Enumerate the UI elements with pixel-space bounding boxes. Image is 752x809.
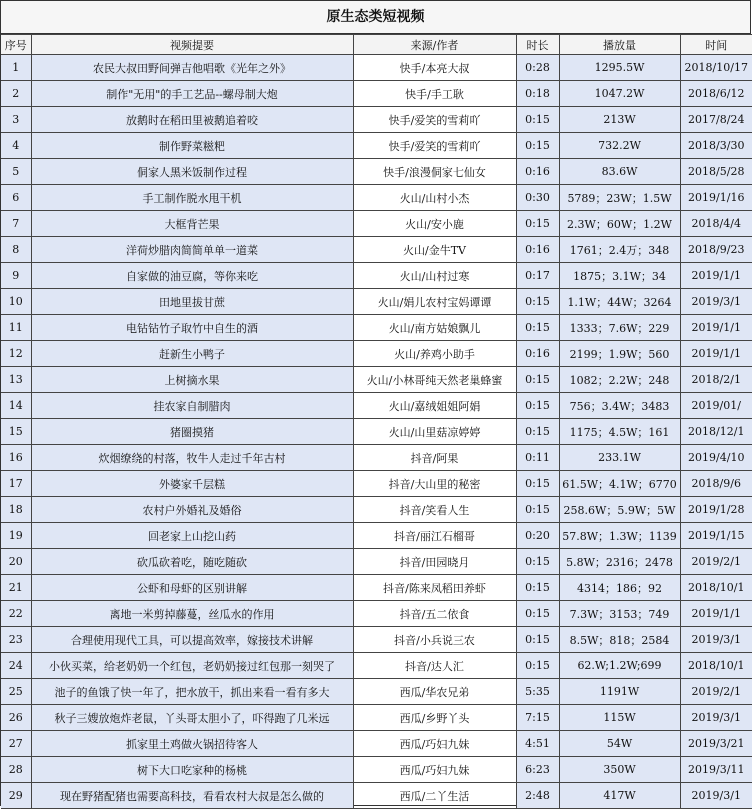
cell-duration: 0:15 bbox=[516, 211, 559, 237]
cell-plays: 1295.5W bbox=[559, 55, 680, 81]
table-row bbox=[1, 601, 752, 627]
table-row bbox=[1, 211, 752, 237]
cell-index: 10 bbox=[1, 289, 31, 315]
cell-summary: 抓家里土鸡做火锅招待客人 bbox=[31, 731, 353, 757]
table-row bbox=[1, 185, 752, 211]
table-row bbox=[1, 341, 752, 367]
video-table bbox=[1, 34, 752, 809]
header-plays: 播放量 bbox=[559, 35, 680, 55]
cell-plays: 1333；7.6W；229 bbox=[559, 315, 680, 341]
cell-plays: 62.W;1.2W;699 bbox=[559, 653, 680, 679]
cell-index: 2 bbox=[1, 81, 31, 107]
cell-duration: 0:18 bbox=[516, 81, 559, 107]
table-row bbox=[1, 237, 752, 263]
cell-duration: 0:15 bbox=[516, 627, 559, 653]
cell-plays: 5.8W；2316；2478 bbox=[559, 549, 680, 575]
cell-plays: 1.1W；44W；3264 bbox=[559, 289, 680, 315]
cell-duration: 0:16 bbox=[516, 341, 559, 367]
cell-source: 抖音/达人汇 bbox=[353, 653, 516, 679]
cell-index: 20 bbox=[1, 549, 31, 575]
cell-summary: 小伙买菜，给老奶奶一个红包，老奶奶接过红包那一刻哭了 bbox=[31, 653, 353, 679]
cell-index: 14 bbox=[1, 393, 31, 419]
cell-summary: 大框背芒果 bbox=[31, 211, 353, 237]
cell-source: 火山/山村过寒 bbox=[353, 263, 516, 289]
cell-date: 2019/1/15 bbox=[680, 523, 752, 549]
cell-index: 25 bbox=[1, 679, 31, 705]
cell-date: 2019/4/10 bbox=[680, 445, 752, 471]
cell-date: 2018/12/1 bbox=[680, 419, 752, 445]
cell-source: 西瓜/华农兄弟 bbox=[353, 679, 516, 705]
cell-date: 2018/10/17 bbox=[680, 55, 752, 81]
cell-source: 抖音/大山里的秘密 bbox=[353, 471, 516, 497]
cell-plays: 1047.2W bbox=[559, 81, 680, 107]
cell-plays: 1761；2.4万；348 bbox=[559, 237, 680, 263]
cell-plays: 1175；4.5W；161 bbox=[559, 419, 680, 445]
cell-index: 1 bbox=[1, 55, 31, 81]
cell-duration: 0:15 bbox=[516, 471, 559, 497]
cell-plays: 5789；23W；1.5W bbox=[559, 185, 680, 211]
cell-summary: 手工制作脱水甩干机 bbox=[31, 185, 353, 211]
cell-duration: 2:48 bbox=[516, 783, 559, 809]
cell-index: 24 bbox=[1, 653, 31, 679]
cell-index: 3 bbox=[1, 107, 31, 133]
cell-summary: 树下大口吃家种的杨桃 bbox=[31, 757, 353, 783]
cell-source: 西瓜/乡野丫头 bbox=[353, 705, 516, 731]
cell-summary: 外婆家千层糕 bbox=[31, 471, 353, 497]
cell-date: 2019/3/11 bbox=[680, 757, 752, 783]
table-row bbox=[1, 159, 752, 185]
cell-source: 火山/安小鹿 bbox=[353, 211, 516, 237]
cell-source: 抖音/陈来凤稻田养虾 bbox=[353, 575, 516, 601]
table-row bbox=[1, 523, 752, 549]
table-row bbox=[1, 653, 752, 679]
cell-date: 2018/9/23 bbox=[680, 237, 752, 263]
cell-index: 21 bbox=[1, 575, 31, 601]
table-row bbox=[1, 263, 752, 289]
cell-summary: 挂农家自制腊肉 bbox=[31, 393, 353, 419]
table-row bbox=[1, 549, 752, 575]
cell-date: 2019/01/ bbox=[680, 393, 752, 419]
cell-plays: 4314；186；92 bbox=[559, 575, 680, 601]
table-row bbox=[1, 705, 752, 731]
cell-index: 23 bbox=[1, 627, 31, 653]
cell-source: 西瓜/巧妇九妹 bbox=[353, 731, 516, 757]
cell-plays: 732.2W bbox=[559, 133, 680, 159]
cell-index: 12 bbox=[1, 341, 31, 367]
table-row bbox=[1, 445, 752, 471]
cell-date: 2018/2/1 bbox=[680, 367, 752, 393]
cell-source: 抖音/小兵说三农 bbox=[353, 627, 516, 653]
cell-date: 2019/3/1 bbox=[680, 705, 752, 731]
cell-source: 快手/爱笑的雪莉吖 bbox=[353, 107, 516, 133]
cell-date: 2019/1/1 bbox=[680, 263, 752, 289]
cell-summary: 现在野猪配猪也需要高科技，看看农村大叔是怎么做的 bbox=[31, 783, 353, 809]
cell-duration: 4:51 bbox=[516, 731, 559, 757]
cell-duration: 0:15 bbox=[516, 315, 559, 341]
cell-duration: 0:11 bbox=[516, 445, 559, 471]
cell-index: 16 bbox=[1, 445, 31, 471]
cell-date: 2018/9/6 bbox=[680, 471, 752, 497]
cell-summary: 赶新生小鸭子 bbox=[31, 341, 353, 367]
cell-index: 8 bbox=[1, 237, 31, 263]
cell-index: 11 bbox=[1, 315, 31, 341]
cell-date: 2019/3/1 bbox=[680, 783, 752, 809]
cell-plays: 1191W bbox=[559, 679, 680, 705]
cell-summary: 田地里拔甘蔗 bbox=[31, 289, 353, 315]
cell-plays: 61.5W；4.1W；6770 bbox=[559, 471, 680, 497]
cell-date: 2019/1/28 bbox=[680, 497, 752, 523]
cell-summary: 农民大叔田野间弹吉他唱歌《光年之外》 bbox=[31, 55, 353, 81]
cell-source: 西瓜/巧妇九妹 bbox=[353, 757, 516, 783]
cell-source: 抖音/丽江石榴哥 bbox=[353, 523, 516, 549]
cell-plays: 57.8W；1.3W；1139 bbox=[559, 523, 680, 549]
cell-plays: 115W bbox=[559, 705, 680, 731]
cell-index: 19 bbox=[1, 523, 31, 549]
cell-index: 27 bbox=[1, 731, 31, 757]
cell-plays: 258.6W；5.9W；5W bbox=[559, 497, 680, 523]
header-summary: 视频提要 bbox=[31, 35, 353, 55]
cell-index: 5 bbox=[1, 159, 31, 185]
cell-summary: 公虾和母虾的区别讲解 bbox=[31, 575, 353, 601]
cell-plays: 54W bbox=[559, 731, 680, 757]
table-row bbox=[1, 627, 752, 653]
cell-summary: 池子的鱼饿了快一年了，把水放干，抓出来看一看有多大 bbox=[31, 679, 353, 705]
header-duration: 时长 bbox=[516, 35, 559, 55]
cell-summary: 侗家人黑米饭制作过程 bbox=[31, 159, 353, 185]
cell-source: 快手/浪漫侗家七仙女 bbox=[353, 159, 516, 185]
cell-source: 快手/本亮大叔 bbox=[353, 55, 516, 81]
cell-source: 火山/娟儿农村宝妈谭谭 bbox=[353, 289, 516, 315]
cell-source: 火山/养鸡小助手 bbox=[353, 341, 516, 367]
cell-date: 2018/5/28 bbox=[680, 159, 752, 185]
cell-source: 火山/嘉绒姐姐阿娟 bbox=[353, 393, 516, 419]
cell-summary: 自家做的油豆腐，等你来吃 bbox=[31, 263, 353, 289]
cell-index: 18 bbox=[1, 497, 31, 523]
cell-duration: 0:15 bbox=[516, 575, 559, 601]
table-row bbox=[1, 575, 752, 601]
cell-date: 2019/1/16 bbox=[680, 185, 752, 211]
cell-plays: 1082；2.2W；248 bbox=[559, 367, 680, 393]
cell-plays: 83.6W bbox=[559, 159, 680, 185]
cell-source: 西瓜/二丫生活 bbox=[353, 783, 516, 809]
cell-date: 2018/3/30 bbox=[680, 133, 752, 159]
cell-index: 4 bbox=[1, 133, 31, 159]
cell-index: 7 bbox=[1, 211, 31, 237]
table-row bbox=[1, 419, 752, 445]
cell-date: 2019/3/21 bbox=[680, 731, 752, 757]
cell-index: 29 bbox=[1, 783, 31, 809]
cell-duration: 0:15 bbox=[516, 419, 559, 445]
cell-source: 抖音/五二依食 bbox=[353, 601, 516, 627]
cell-duration: 0:15 bbox=[516, 107, 559, 133]
cell-date: 2018/10/1 bbox=[680, 653, 752, 679]
table-row bbox=[1, 497, 752, 523]
cell-date: 2019/1/1 bbox=[680, 601, 752, 627]
cell-source: 火山/山村小杰 bbox=[353, 185, 516, 211]
cell-duration: 0:20 bbox=[516, 523, 559, 549]
table-row bbox=[1, 393, 752, 419]
cell-source: 快手/手工耿 bbox=[353, 81, 516, 107]
table-title: 原生态类短视频 bbox=[1, 1, 750, 34]
cell-summary: 回老家上山挖山药 bbox=[31, 523, 353, 549]
cell-duration: 0:16 bbox=[516, 159, 559, 185]
cell-duration: 0:15 bbox=[516, 393, 559, 419]
cell-plays: 1875；3.1W；34 bbox=[559, 263, 680, 289]
cell-summary: 炊烟缭绕的村落，牧牛人走过千年古村 bbox=[31, 445, 353, 471]
cell-summary: 农村户外婚礼及婚俗 bbox=[31, 497, 353, 523]
cell-index: 13 bbox=[1, 367, 31, 393]
cell-date: 2018/4/4 bbox=[680, 211, 752, 237]
cell-duration: 7:15 bbox=[516, 705, 559, 731]
cell-duration: 0:15 bbox=[516, 289, 559, 315]
table-row bbox=[1, 731, 752, 757]
cell-index: 15 bbox=[1, 419, 31, 445]
cell-duration: 0:28 bbox=[516, 55, 559, 81]
table-row bbox=[1, 783, 752, 809]
cell-date: 2019/3/1 bbox=[680, 289, 752, 315]
cell-plays: 7.3W；3153；749 bbox=[559, 601, 680, 627]
cell-plays: 2.3W；60W；1.2W bbox=[559, 211, 680, 237]
table-row bbox=[1, 107, 752, 133]
table-row bbox=[1, 55, 752, 81]
table-row bbox=[1, 81, 752, 107]
cell-date: 2018/10/1 bbox=[680, 575, 752, 601]
cell-duration: 0:17 bbox=[516, 263, 559, 289]
cell-duration: 5:35 bbox=[516, 679, 559, 705]
table-row bbox=[1, 757, 752, 783]
cell-date: 2019/3/1 bbox=[680, 627, 752, 653]
cell-duration: 0:30 bbox=[516, 185, 559, 211]
cell-plays: 213W bbox=[559, 107, 680, 133]
cell-source: 火山/南方姑娘飘儿 bbox=[353, 315, 516, 341]
cell-date: 2019/2/1 bbox=[680, 679, 752, 705]
cell-summary: 上树摘水果 bbox=[31, 367, 353, 393]
cell-index: 26 bbox=[1, 705, 31, 731]
cell-plays: 233.1W bbox=[559, 445, 680, 471]
cell-duration: 6:23 bbox=[516, 757, 559, 783]
cell-duration: 0:15 bbox=[516, 653, 559, 679]
cell-summary: 秋子三嫂放炮炸老鼠，丫头哥太胆小了，吓得跑了几米远 bbox=[31, 705, 353, 731]
cell-source: 火山/金牛TV bbox=[353, 237, 516, 263]
cell-summary: 放鹅时在稻田里被鹅追着咬 bbox=[31, 107, 353, 133]
table-row bbox=[1, 133, 752, 159]
cell-source: 抖音/阿果 bbox=[353, 445, 516, 471]
cell-date: 2018/6/12 bbox=[680, 81, 752, 107]
cell-date: 2019/1/1 bbox=[680, 341, 752, 367]
cell-index: 9 bbox=[1, 263, 31, 289]
cell-index: 17 bbox=[1, 471, 31, 497]
cell-source: 抖音/笑看人生 bbox=[353, 497, 516, 523]
cell-plays: 2199；1.9W；560 bbox=[559, 341, 680, 367]
cell-summary: 电钻钻竹子取竹中自生的酒 bbox=[31, 315, 353, 341]
cell-source: 快手/爱笑的雪莉吖 bbox=[353, 133, 516, 159]
cell-plays: 756；3.4W；3483 bbox=[559, 393, 680, 419]
cell-duration: 0:15 bbox=[516, 133, 559, 159]
cell-index: 22 bbox=[1, 601, 31, 627]
cell-plays: 350W bbox=[559, 757, 680, 783]
cell-index: 6 bbox=[1, 185, 31, 211]
cell-source: 火山/小林哥纯天然老巢蜂蜜 bbox=[353, 367, 516, 393]
cell-summary: 离地一米剪掉藤蔓，丝瓜水的作用 bbox=[31, 601, 353, 627]
header-date: 时间 bbox=[680, 35, 752, 55]
cell-date: 2019/1/1 bbox=[680, 315, 752, 341]
header-index: 序号 bbox=[1, 35, 31, 55]
cell-summary: 合理使用现代工具，可以提高效率，嫁接技术讲解 bbox=[31, 627, 353, 653]
table-row bbox=[1, 367, 752, 393]
cell-summary: 制作野菜糍粑 bbox=[31, 133, 353, 159]
cell-source: 火山/山里菇凉婷婷 bbox=[353, 419, 516, 445]
cell-duration: 0:16 bbox=[516, 237, 559, 263]
cell-summary: 砍瓜砍着吃，随吃随砍 bbox=[31, 549, 353, 575]
header-row bbox=[1, 35, 752, 55]
cell-source: 抖音/田园晓月 bbox=[353, 549, 516, 575]
cell-duration: 0:15 bbox=[516, 549, 559, 575]
cell-plays: 8.5W；818；2584 bbox=[559, 627, 680, 653]
cell-summary: 洋荷炒腊肉简简单单一道菜 bbox=[31, 237, 353, 263]
header-source: 来源/作者 bbox=[353, 35, 516, 55]
cell-duration: 0:15 bbox=[516, 497, 559, 523]
cell-plays: 417W bbox=[559, 783, 680, 809]
cell-summary: 猪圈摸猪 bbox=[31, 419, 353, 445]
cell-date: 2019/2/1 bbox=[680, 549, 752, 575]
table-row bbox=[1, 315, 752, 341]
cell-duration: 0:15 bbox=[516, 601, 559, 627]
table-row bbox=[1, 471, 752, 497]
cell-duration: 0:15 bbox=[516, 367, 559, 393]
table-row bbox=[1, 679, 752, 705]
table-row bbox=[1, 289, 752, 315]
cell-summary: 制作"无用"的手工艺品--螺母制大炮 bbox=[31, 81, 353, 107]
cell-index: 28 bbox=[1, 757, 31, 783]
cell-date: 2017/8/24 bbox=[680, 107, 752, 133]
